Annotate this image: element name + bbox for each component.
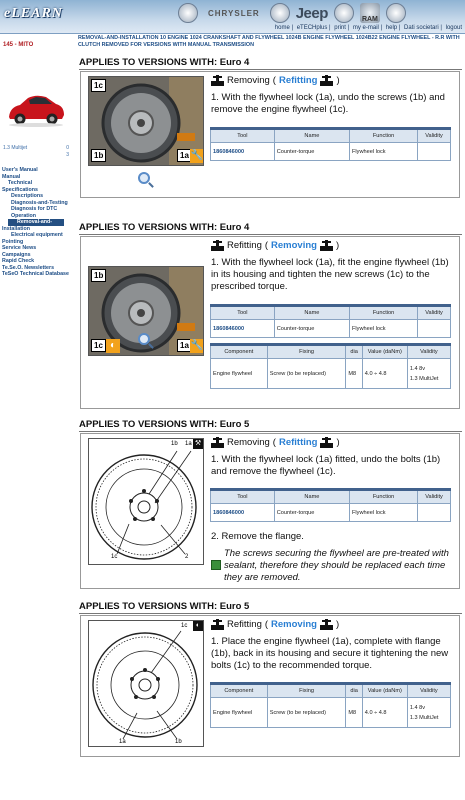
zoom-icon[interactable] [138, 333, 150, 345]
sidebar-menu-item[interactable]: Operation [11, 212, 37, 219]
sidebar-menu-item[interactable]: Technical [8, 180, 33, 186]
step-text: 1. Place the engine flywheel (1a), complete with flange (1b), back in its housing and secure it tightening the new bolts (1c) to the recommended torque. [211, 636, 449, 671]
refitting-link[interactable]: Refitting [278, 75, 318, 86]
sidebar-menu-item[interactable]: User's Manual [2, 167, 38, 173]
callout-label: 1c [91, 339, 106, 352]
callout-label: 1c [181, 623, 188, 629]
sidebar-menu-item[interactable]: Installation [2, 225, 30, 232]
caution-icon [211, 560, 221, 570]
wrench-icon: ⚒ [194, 440, 202, 447]
procedure-box-3 [80, 433, 460, 589]
jeep-logo[interactable]: Jeep [295, 4, 328, 22]
callout-label: 1a [119, 739, 126, 745]
callout-label: 1a [185, 441, 192, 447]
section-title-2: APPLIES TO VERSIONS WITH: Euro 4 [79, 222, 250, 233]
sidebar-menu-item[interactable]: Pointing [2, 238, 24, 245]
operation-heading: Refitting ( Removing ) [211, 240, 339, 251]
chrysler-wing-icon[interactable]: CHRYSLER [208, 8, 260, 18]
operation-heading: Removing ( Refitting ) [211, 75, 340, 86]
section-divider [79, 431, 462, 432]
procedure-box-2 [80, 236, 460, 409]
top-banner [0, 0, 465, 34]
callout-label: 1a [177, 149, 192, 162]
removing-link[interactable]: Removing [271, 619, 317, 630]
callout-label: 2 [185, 554, 189, 560]
hoist-icon [211, 75, 224, 86]
tools-table: Tool Name Function Validity 1860846000 Counter-torque Flywheel lock [210, 127, 451, 161]
top-links: home | eTECHplus | print | my e-mail | help | Dati societari | logout [274, 25, 462, 31]
sidebar-menu-item[interactable]: TeSeO Technical Database [2, 271, 69, 277]
abarth-badge-icon[interactable] [386, 3, 406, 23]
tools-table: Tool Name Function Validity 1860846000 Counter-torque Flywheel lock [210, 488, 451, 522]
link-home[interactable]: home [274, 25, 290, 31]
link-etechplus[interactable]: eTECHplus [296, 25, 328, 31]
caution-note: The screws securing the flywheel are pre-treated with sealant, therefore they should be replaced each time they are removed. [224, 548, 449, 583]
hoist-icon [211, 619, 224, 630]
section-title-1: APPLIES TO VERSIONS WITH: Euro 4 [79, 57, 250, 68]
brand-logos [178, 2, 406, 24]
version-item[interactable]: 1.3 Multijet 0 3 [3, 145, 69, 158]
torque-spec-table: Component Fixing dia Value (daNm) Validity Engine flywheel Screw (to be replaced) M8 4.0 ÷ 4.8 1.4 8v 1.3 MultiJet [210, 682, 451, 728]
link-logout[interactable]: logout [445, 25, 462, 31]
alfa-romeo-badge-icon[interactable] [178, 3, 198, 23]
ram-logo[interactable]: RAM [360, 3, 380, 23]
sidebar-menu-item[interactable]: Removal-and- [8, 219, 64, 226]
wrench-icon: 🔧 [190, 340, 204, 351]
sidebar-menu-item[interactable]: Diagnosis for DTC [11, 206, 58, 212]
fiat-badge-icon[interactable] [334, 3, 354, 23]
callout-label: 1b [91, 269, 106, 282]
elearn-logo[interactable]: eLEARN [4, 6, 63, 21]
left-sidebar [0, 34, 74, 800]
sidebar-menu-item[interactable]: Diagnosis-and-Testing [11, 199, 68, 206]
operation-heading: Removing ( Refitting ) [211, 437, 340, 448]
tool-code-link[interactable]: 1860846000 [211, 320, 275, 338]
section-divider [79, 613, 462, 614]
zoom-icon[interactable] [138, 172, 150, 184]
flywheel-photo[interactable] [88, 76, 204, 166]
hoist-icon [211, 437, 224, 448]
sidebar-menu-item[interactable]: Descriptions [11, 193, 44, 199]
sidebar-menu-item[interactable]: Manual [2, 173, 21, 180]
lancia-badge-icon[interactable] [270, 3, 290, 23]
tool-code-link[interactable]: 1860846000 [211, 504, 275, 522]
callout-label: 1b [91, 149, 106, 162]
flywheel-diagram[interactable] [88, 438, 204, 565]
link-help[interactable]: help [385, 25, 398, 31]
step-text: 1. With the flywheel lock (1a) fitted, undo the bolts (1b) and remove the flywheel (1c). [211, 454, 441, 477]
section-title-4: APPLIES TO VERSIONS WITH: Euro 5 [79, 601, 250, 612]
sidebar-menu-item[interactable]: Campaigns [2, 251, 31, 258]
tools-table: Tool Name Function Validity 1860846000 Counter-torque Flywheel lock [210, 304, 451, 338]
sidebar-menu [2, 167, 74, 278]
step-text: 1. With the flywheel lock (1a), undo the screws (1b) and remove the engine flywheel (1c). [211, 92, 445, 115]
removing-link[interactable]: Removing [271, 240, 317, 251]
section-divider [79, 234, 462, 235]
step-text: 2. Remove the flange. [211, 531, 304, 542]
sidebar-menu-item[interactable]: Specifications [2, 186, 38, 193]
callout-label: 1a [177, 339, 192, 352]
sidebar-menu-item[interactable]: Rapid Check [2, 258, 35, 264]
hoist-icon [320, 75, 333, 86]
link-print[interactable]: print [334, 25, 346, 31]
hoist-icon [320, 240, 333, 251]
callout-label: 1c [91, 79, 106, 92]
procedure-box-4 [80, 615, 460, 757]
wrench-icon: ◐ [106, 339, 120, 353]
operation-heading: Refitting ( Removing ) [211, 619, 339, 630]
car-image [6, 89, 66, 129]
section-divider [79, 69, 462, 70]
refitting-link[interactable]: Refitting [278, 437, 318, 448]
sidebar-menu-item[interactable]: Te.Se.O. Newsletters [2, 264, 55, 271]
hoist-icon [320, 619, 333, 630]
hoist-icon [211, 240, 224, 251]
sidebar-menu-item[interactable]: Service News [2, 245, 37, 251]
torque-spec-table: Component Fixing dia Value (daNm) Validity Engine flywheel Screw (to be replaced) M8 4.0 ÷ 4.8 1.4 8v 1.3 MultiJet [210, 343, 451, 389]
step-text: 1. With the flywheel lock (1a), fit the engine flywheel (1b) in its housing and tighten the new screws (1c) to the prescribed torque. [211, 257, 449, 292]
wrench-icon: 🔧 [190, 150, 204, 161]
procedure-box-1 [80, 71, 460, 198]
model-name: 145 - MITO [3, 42, 34, 48]
link-dati-societari[interactable]: Dati societari [404, 25, 439, 31]
hoist-icon [320, 437, 333, 448]
section-title-3: APPLIES TO VERSIONS WITH: Euro 5 [79, 419, 250, 430]
wrench-icon: ◐ [193, 621, 203, 631]
tool-code-link[interactable]: 1860846000 [211, 143, 275, 161]
breadcrumb: REMOVAL-AND-INSTALLATION 10 ENGINE 1024 CRANKSHAFT AND FLYWHEEL 1024B ENGINE FLYWHEEL 1024B22 ENGINE FLYWHEEL - R.R WITH CLUTCH REMOVED FOR VERSIONS WITH MANUAL TRANSMISSION [78, 35, 460, 48]
callout-label: 1c [111, 554, 118, 560]
sidebar-menu-item[interactable]: Electrical equipment [11, 232, 63, 238]
link-email[interactable]: my e-mail [352, 25, 379, 31]
flywheel-diagram[interactable] [88, 620, 204, 747]
callout-label: 1b [171, 441, 178, 447]
callout-label: 1b [175, 739, 182, 745]
